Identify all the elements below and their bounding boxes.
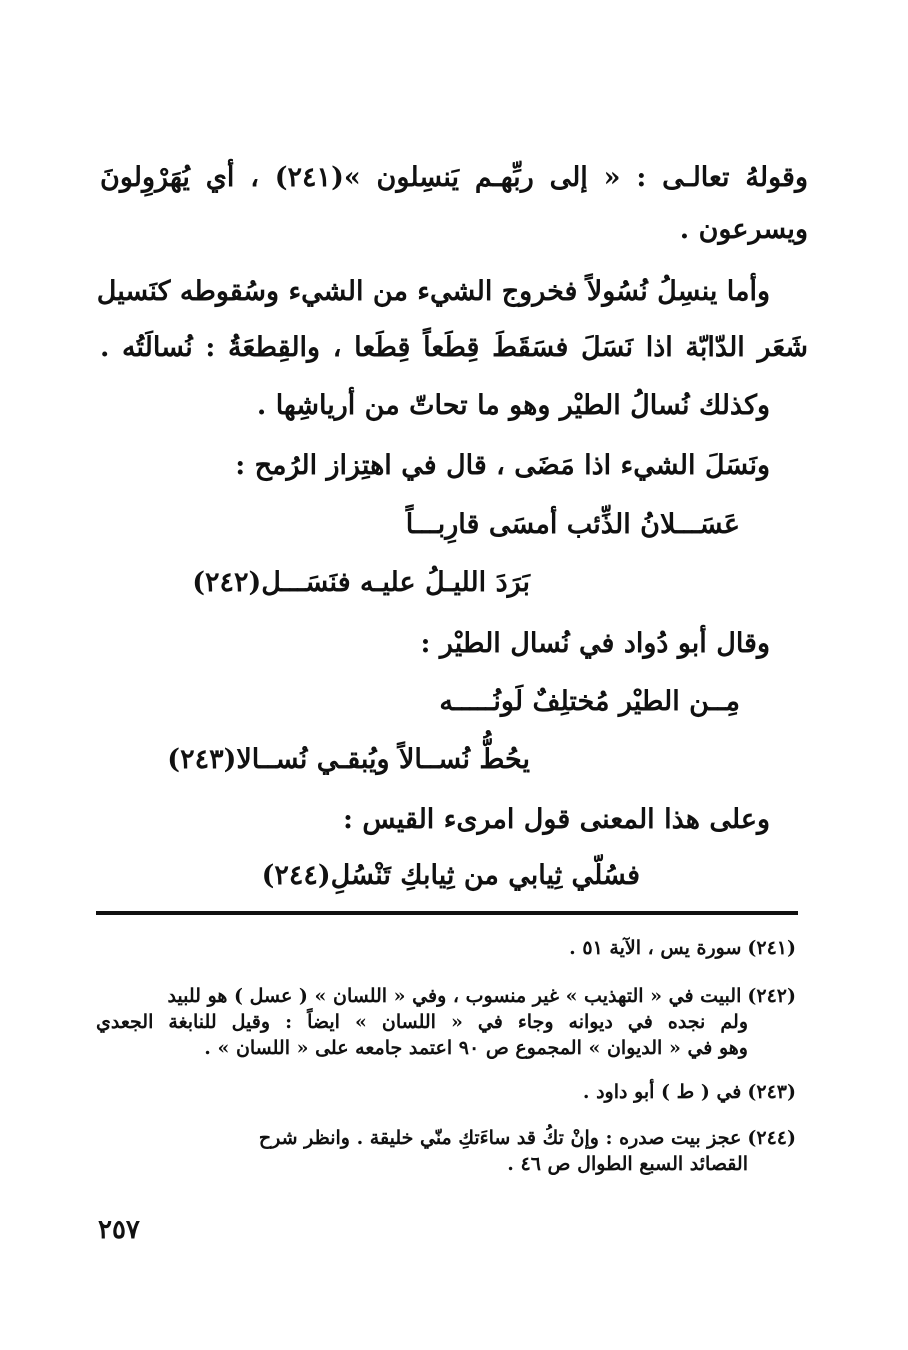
- text-line-6: ونَسَلَ الشيء اذا مَضَى ، قال في اهتِزاز الرُمح :: [235, 450, 770, 481]
- verse-2-first-hemistich: مِــن الطيْر مُختلِفٌ لَونُـــــه: [439, 686, 740, 717]
- verse-3: فسُلّي ثِيابي من ثِيابكِ تَنْسُلِ(٢٤٤): [261, 860, 640, 891]
- text-line-8: وعلى هذا المعنى قول امرىء القيس :: [342, 804, 770, 835]
- page-number: ٢٥٧: [98, 1215, 140, 1245]
- footnote-243: [96, 1079, 796, 1105]
- footnote-244: [96, 1125, 796, 1151]
- footnote-number: (٢٤٤): [747, 1127, 796, 1149]
- verse-1-second-hemistich: بَرَدَ الليـلُ عليـه فنَسَـــل(٢٤٢): [192, 567, 530, 598]
- footnote-number: (٢٤٢): [747, 985, 796, 1007]
- text-line-4: شَعَر الدّابّة اذا نَسَلَ فسَقَطَ قِطَعاً قِطَعا ، والقِطعَةُ : نُسالَتُه .: [100, 332, 808, 363]
- footnote-text: سورة يس ، الآية ٥١ .: [569, 937, 742, 959]
- verse-1-first-hemistich: عَسَـــلانُ الذِّئب أمسَى قارِبـــاً: [405, 509, 740, 540]
- footnote-number: (٢٤٣): [747, 1081, 796, 1103]
- text-line-7: وقال أبو دُواد في نُسال الطيْر :: [420, 628, 770, 659]
- footnote-242: [96, 983, 796, 1009]
- text-line-1: وقولهُ تعالـى : « إلى ربِّهـم يَنسِلون »(٢٤١) ، أي يُهَرْوِلونَ: [100, 162, 808, 193]
- footnote-text: عجز بيت صدره : وإنْ تكُ قد ساءَتكِ منّي خليقة . وانظر شرح: [258, 1127, 742, 1149]
- text-line-3: وأما ينسِلُ نُسُولاً فخروج الشيء من الشيء وسُقوطه كنَسيل: [96, 276, 770, 307]
- verse-2-second-hemistich: يحُطُّ نُســالاً ويُبقـي نُســالا(٢٤٣): [167, 744, 530, 775]
- text-line-5: وكذلك نُسالُ الطيْر وهو ما تحاتّ من أرياشِها .: [256, 390, 770, 421]
- footnote-text: في ( ط ) أبو داود .: [582, 1081, 742, 1103]
- text-line-2: ويسرعون .: [679, 214, 808, 245]
- footnote-242-line-3: وهو في « الديوان » المجموع ص ٩٠ اعتمد جامعه على « اللسان » .: [204, 1037, 748, 1059]
- footnote-244-line-2: القصائد السبع الطوال ص ٤٦ .: [507, 1153, 748, 1175]
- footnote-text: البيت في « التهذيب » غير منسوب ، وفي « اللسان » ( عسل ) هو للبيد: [167, 985, 742, 1007]
- footnote-242-line-2: ولم نجده في ديوانه وجاء في « اللسان » ايضاً : وقيل للنابغة الجعدي: [96, 1011, 748, 1033]
- footnote-divider: [96, 911, 798, 915]
- footnote-241: [96, 935, 796, 961]
- footnote-number: (٢٤١): [747, 937, 796, 959]
